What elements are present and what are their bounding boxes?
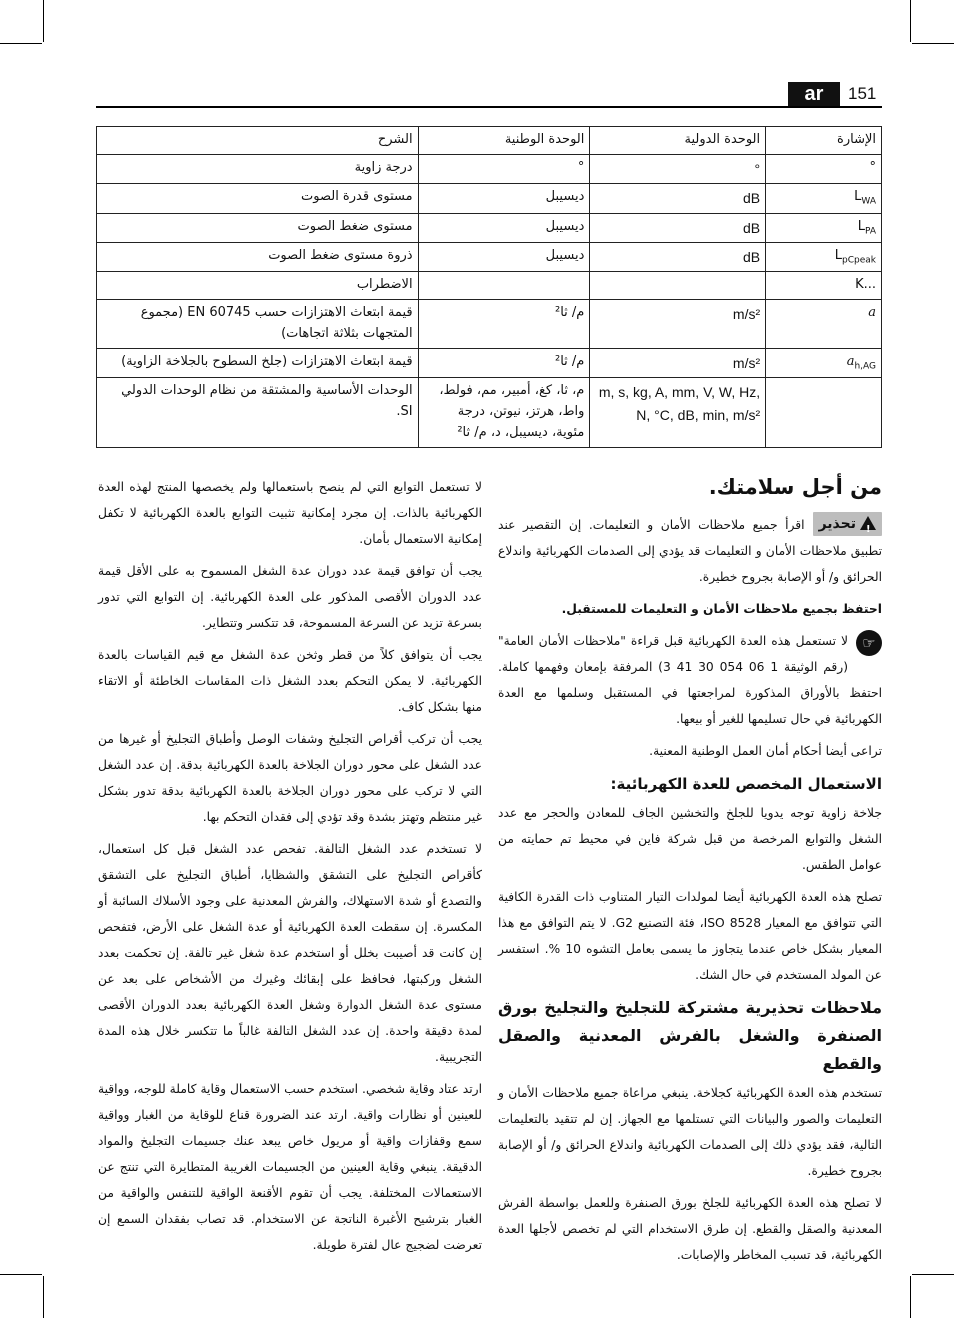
right-column — [498, 470, 882, 1274]
table-row — [97, 300, 882, 349]
paragraph: لا تستخدم عدد الشغل التالفة. تفحص عدد الشغل قبل كل استعمال، كأقراص التجليخ على التشقق والشظايا، أطباق التجليخ على التشقق والتصدع أو شدة الاستهلاك، والفرش المعدنية على وجود الأسلاك السائبة أو المكسرة. إن سقطت العدة الكهربائية أو عدة الشغل على الأرض، فتفحص إن كانت قد أصيبت بخلل أو استخدم عدة شغل غير تالفة. إن تحكمت بعدد الشغل وركبتها، فحافظ على إبقائك وغيرك من الأشخاص على بعد عن مستوى عدة الشغل الدوارة وشغل العدة الكهربائية بعدد الدوران الأقصى لمدة دقيقة واحدة. إن عدد الشغل التالفة غالباً ما تتكسر خلال هذه المدة التجريبية. — [98, 842, 482, 1064]
table-row — [97, 242, 882, 271]
cell-description: قيمة ابتعاث الاهتزازات (جلخ السطوح بالجلاخة الزاوية) — [97, 348, 419, 377]
crop-mark — [910, 1276, 911, 1318]
paragraph: يجب أن يتوافق كلاً من قطر وثخن عدة الشغل مع قيم القياسات بالعدة الكهربائية. لا يمكن التحكم بعدد الشغل ذات المقاسات الخاطئة أو الاتقاء منها بشكل كاف. — [98, 648, 482, 714]
paragraph: ارتد عتاد وقاية شخصي. استخدم حسب الاستعمال وقاية كاملة للوجه، وواقية للعينين أو نظارات واقية. ارتد عند الضرورة قناع للوقاية من الغبار وواقية سمع وقفازات واقية أو مريول خاص يبعد عنك جسيمات التجليخ والمواد الدقيقة. ينبغي وقاية العينين من الجسيمات الغريبة المتطايرة التي تنتج عن الاستعمالات المختلفة. يجب أن تقوم الأقنعة الواقية للتنفس والواقية من الغبار بترشيح الأغبرة الناتجة عن الاستخدام. قد تصاب بفقدان السمع إن تعرضت لضجيج عال لفترة طويلة. — [98, 1082, 482, 1252]
cell-national: م، ثا، كغ، أمبير، مم، فولط، واط، هرتز، نيوتن، درجة مئوية، ديسيبل، د، م/ ثا² — [418, 378, 590, 447]
table-row — [97, 272, 882, 300]
cell-symbol: $L_{WA}$ — [766, 184, 882, 213]
cell-description: درجة زاوية — [97, 154, 419, 183]
cell-international: m/s² — [590, 300, 766, 349]
cell-national: م/ ثا² — [418, 348, 590, 377]
cell-national: م/ ثا² — [418, 300, 590, 349]
header-international: الوحدة الدولية — [590, 127, 766, 155]
cell-description: مستوى ضغط الصوت — [97, 213, 419, 242]
common-text-1: تستخدم هذه العدة الكهربائية كجلاخة. ينبغي مراعاة جميع ملاحظات الأمان و التعليمات والصور والبيانات التي تستلمها مع الجهاز. إن لم تتقيد بالتعليمات التالية، فقد يؤدي ذلك إلى الصدمات الكهربائية واندلاع الحرائق و/ أو الإصابة بجروح خطيرة. — [498, 1086, 882, 1178]
page-number: 151 — [848, 84, 877, 103]
header-description: الشرح — [97, 127, 419, 155]
cell-description: الوحدات الأساسية والمشتقة من نظام الوحدات الدولي SI. — [97, 378, 419, 447]
cell-symbol: $L_{PA}$ — [766, 213, 882, 242]
header-national: الوحدة الوطنية — [418, 127, 590, 155]
cell-national: ° — [418, 154, 590, 183]
use-text-2: تصلح هذه العدة الكهربائية أيضا لمولدات التيار المتناوب ذات القدرة الكافية التي تتوافق مع المعيار ISO 8528، فئة التصنيع G2. لا يتم التوافق مع هذا المعيار بشكل خاص عندما يتجاوز ما يسمى بعامل التشوه 10 %. استفسر عن المولد المستخدم في حال الشك. — [498, 890, 882, 982]
keep-title: احتفظ بجميع ملاحظات الأمان و التعليمات للمستقبل. — [561, 602, 882, 616]
left-column — [98, 474, 482, 1264]
cell-international: dB — [590, 242, 766, 271]
keep-paragraph — [498, 628, 882, 732]
crop-mark — [0, 43, 42, 44]
cell-international: ° — [590, 154, 766, 183]
common-text-2: لا تصلح هذه العدة الكهربائية للجلخ بورق الصنفرة وللعمل بواسطة الفرش المعدنية والصقل والقطع. إن طرق الاستخدام التي لم تخصص لأجلها العدة الكهربائية، قد تسبب المخاطر والإصابات. — [498, 1196, 882, 1262]
table-row — [97, 154, 882, 183]
cell-symbol: a — [766, 300, 882, 349]
warning-icon — [860, 516, 876, 530]
cell-description: الاضطراب — [97, 272, 419, 300]
cell-symbol: K... — [766, 272, 882, 300]
language-badge: ar — [788, 82, 840, 108]
use-title: الاستعمال المخصص للعدة الكهربائية: — [610, 775, 882, 793]
table-row — [97, 348, 882, 377]
warning-badge — [813, 512, 882, 536]
cell-symbol: $L_{pCpeak}$ — [766, 242, 882, 271]
crop-mark — [910, 0, 911, 42]
observe-text: تراعى أيضا أحكام أمان العمل الوطنية المعنية. — [649, 744, 882, 758]
crop-mark — [912, 1274, 954, 1275]
cell-international: m/s² — [590, 348, 766, 377]
cell-description: قيمة ابتعاث الاهتزازات حسب EN 60745 (مجموع المتجهات بثلاثة اتجاهات) — [97, 300, 419, 349]
crop-mark — [912, 43, 954, 44]
table-row — [97, 378, 882, 447]
warning-paragraph — [498, 512, 882, 590]
header-symbol: الإشارة — [766, 127, 882, 155]
paragraph: يجب أن تركب أقراص التجليخ وشفات الوصل وأطباق التجليخ أو غيرها من عدد الشغل على محور دوران الجلاخة بالعدة الكهربائية بدقة. إن عدد الشغل التي لا تركب على محور دوران الجلاخة بالعدة الكهربائية بدقة تدور بشكل غير منتظم وتهتز بشدة وقد تؤدي إلى فقدان التحكم بها. — [98, 732, 482, 824]
use-text-1: جلاخة زاوية توجه يدويا للجلخ والتخشين الجاف للمعادن والحجر مع عدد الشغل والتوابع المرخصة من قبل شركة فاين في محيط تم حمايته من عوامل الطقس. — [498, 806, 882, 872]
warning-label: تحذير — [818, 516, 856, 532]
section-title: من أجل سلامتك. — [708, 475, 882, 499]
units-table — [96, 126, 882, 448]
crop-mark — [43, 0, 44, 42]
keep-text: لا تستعمل هذه العدة الكهربائية قبل قراءة "ملاحظات الأمان العامة" (رقم الوثيقة 1 06 054 30 41 3) المرفقة بإمعان وفهمها كاملة. احتفظ بالأوراق المذكورة لمراجعتها في المستقبل وسلمها مع العدة الكهربائية في حال تسليمها للغير أو بيعها. — [498, 634, 882, 726]
table-row — [97, 184, 882, 213]
cell-international: m, s, kg, A, mm, V, W, Hz, N, °C, dB, min, m/s² — [590, 378, 766, 447]
header-rule — [96, 106, 882, 108]
warning-text: اقرأ جميع ملاحظات الأمان و التعليمات. إن التقصير عند تطبيق ملاحظات الأمان و التعليمات قد يؤدي إلى الصدمات الكهربائية واندلاع الحرائق و/ أو الإصابة بجروح خطيرة. — [498, 518, 882, 584]
cell-international: dB — [590, 184, 766, 213]
paragraph: يجب أن توافق قيمة عدد دوران عدة الشغل المسموح به على الأقل قيمة عدد الدوران الأقصى المذكور على العدة الكهربائية. إن التوابع التي تدور بسرعة تزيد عن السرعة المسموحة، قد تتكسر وتتطاير. — [98, 564, 482, 630]
common-title: ملاحظات تحذيرية مشتركة للتجليخ والتجليخ بورق الصنفرة والشغل بالفرش المعدنية والصقل والقطع — [498, 998, 882, 1073]
page-header — [96, 82, 882, 108]
cell-symbol: $a_{h,AG}$ — [766, 348, 882, 377]
cell-national: ديسيبل — [418, 242, 590, 271]
cell-symbol — [766, 378, 882, 447]
table-header-row — [97, 127, 882, 155]
cell-international — [590, 272, 766, 300]
paragraph: لا تستعمل التوابع التي لم ينصح باستعمالها ولم يخصصها المنتج لهذه العدة الكهربائية بالذات. إن مجرد إمكانية تثبيت التوابع بالعدة الكهربائية لا تكفل إمكانية الاستعمال بأمان. — [98, 480, 482, 546]
cell-description: ذروة مستوى ضغط الصوت — [97, 242, 419, 271]
crop-mark — [43, 1276, 44, 1318]
cell-international: dB — [590, 213, 766, 242]
cell-national — [418, 272, 590, 300]
cell-symbol: ° — [766, 154, 882, 183]
crop-mark — [0, 1274, 42, 1275]
table-row — [97, 213, 882, 242]
read-manual-icon: ☞ — [856, 630, 882, 656]
cell-description: مستوى قدرة الصوت — [97, 184, 419, 213]
cell-national: ديسيبل — [418, 184, 590, 213]
cell-national: ديسيبل — [418, 213, 590, 242]
